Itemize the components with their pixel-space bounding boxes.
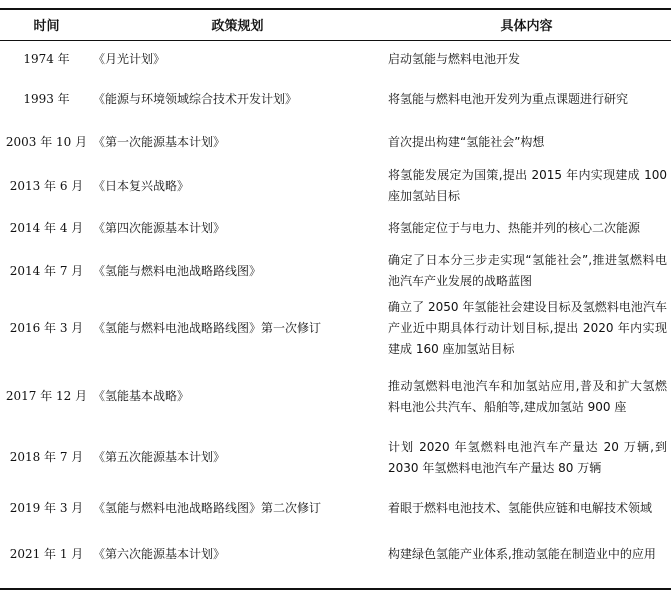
row-content: 确定了日本分三步走实现“氢能社会”,推进氢燃料电池汽车产业发展的战略蓝图 — [388, 253, 667, 288]
row-policy: 《氢能与燃料电池战略路线图》第一次修订 — [93, 320, 322, 335]
row-time: 2013 年 6 月 — [9, 178, 84, 193]
table-row — [0, 485, 671, 532]
header-time: 时间 — [33, 19, 60, 34]
row-content: 计划 2020 年氢燃料电池汽车产量达 20 万辆,到 2030 年氢燃料电池汽车产量达 80 万辆 — [388, 439, 667, 475]
row-content: 构建绿色氢能产业体系,推动氢能在制造业中的应用 — [388, 547, 656, 561]
row-policy: 《月光计划》 — [93, 51, 166, 66]
row-policy: 《第一次能源基本计划》 — [93, 135, 226, 149]
row-content: 推动氢燃料电池汽车和加氢站应用,普及和扩大氢燃料电池公共汽车、船舶等,建成加氢站 900 座 — [388, 378, 667, 414]
table-row — [0, 430, 671, 485]
table-row — [0, 164, 671, 208]
row-policy: 《第四次能源基本计划》 — [93, 221, 226, 235]
header-content: 具体内容 — [500, 19, 553, 34]
row-time: 1993 年 — [23, 92, 70, 106]
row-time: 2016 年 3 月 — [9, 320, 84, 335]
table-row — [0, 363, 671, 430]
table-header-row — [0, 9, 671, 40]
table-row — [0, 78, 671, 121]
policy-table — [0, 9, 671, 577]
row-content: 首次提出构建“氢能社会”构想 — [388, 135, 545, 149]
row-time: 2017 年 12 月 — [5, 389, 88, 403]
row-content: 将氢能定位于与电力、热能并列的核心二次能源 — [388, 221, 641, 235]
row-content: 启动氢能与燃料电池开发 — [388, 51, 521, 66]
row-time: 2019 年 3 月 — [9, 501, 84, 515]
row-policy: 《第五次能源基本计划》 — [93, 450, 226, 464]
table-body — [0, 40, 671, 577]
table-row — [0, 293, 671, 363]
row-policy: 《第六次能源基本计划》 — [93, 547, 226, 561]
row-policy: 《氢能与燃料电池战略路线图》第二次修订 — [93, 501, 322, 515]
row-policy: 《氢能基本战略》 — [93, 389, 190, 403]
row-time: 2003 年 10 月 — [5, 135, 88, 149]
table-row — [0, 249, 671, 293]
row-policy: 《能源与环境领域综合技术开发计划》 — [93, 92, 298, 106]
row-time: 1974 年 — [23, 51, 70, 66]
table-bottom-rule — [0, 588, 671, 590]
row-time: 2014 年 4 月 — [9, 221, 84, 235]
row-time: 2021 年 1 月 — [9, 547, 84, 561]
row-time: 2014 年 7 月 — [9, 263, 84, 278]
row-content: 将氢能与燃料电池开发列为重点课题进行研究 — [388, 92, 629, 106]
row-policy: 《氢能与燃料电池战略路线图》 — [93, 263, 262, 278]
row-content: 将氢能发展定为国策,提出 2015 年内实现建成 100 座加氢站目标 — [388, 168, 667, 203]
table-row — [0, 121, 671, 164]
table-row — [0, 208, 671, 249]
table-row — [0, 40, 671, 78]
row-content: 确立了 2050 年氢能社会建设目标及氢燃料电池汽车产业近中期具体行动计划目标,提出 2020 年内实现建成 160 座加氢站目标 — [388, 299, 667, 356]
table-row — [0, 532, 671, 577]
header-policy: 政策规划 — [211, 19, 264, 34]
row-time: 2018 年 7 月 — [9, 450, 84, 464]
row-content: 着眼于燃料电池技术、氢能供应链和电解技术领域 — [388, 501, 653, 515]
row-policy: 《日本复兴战略》 — [93, 178, 190, 193]
